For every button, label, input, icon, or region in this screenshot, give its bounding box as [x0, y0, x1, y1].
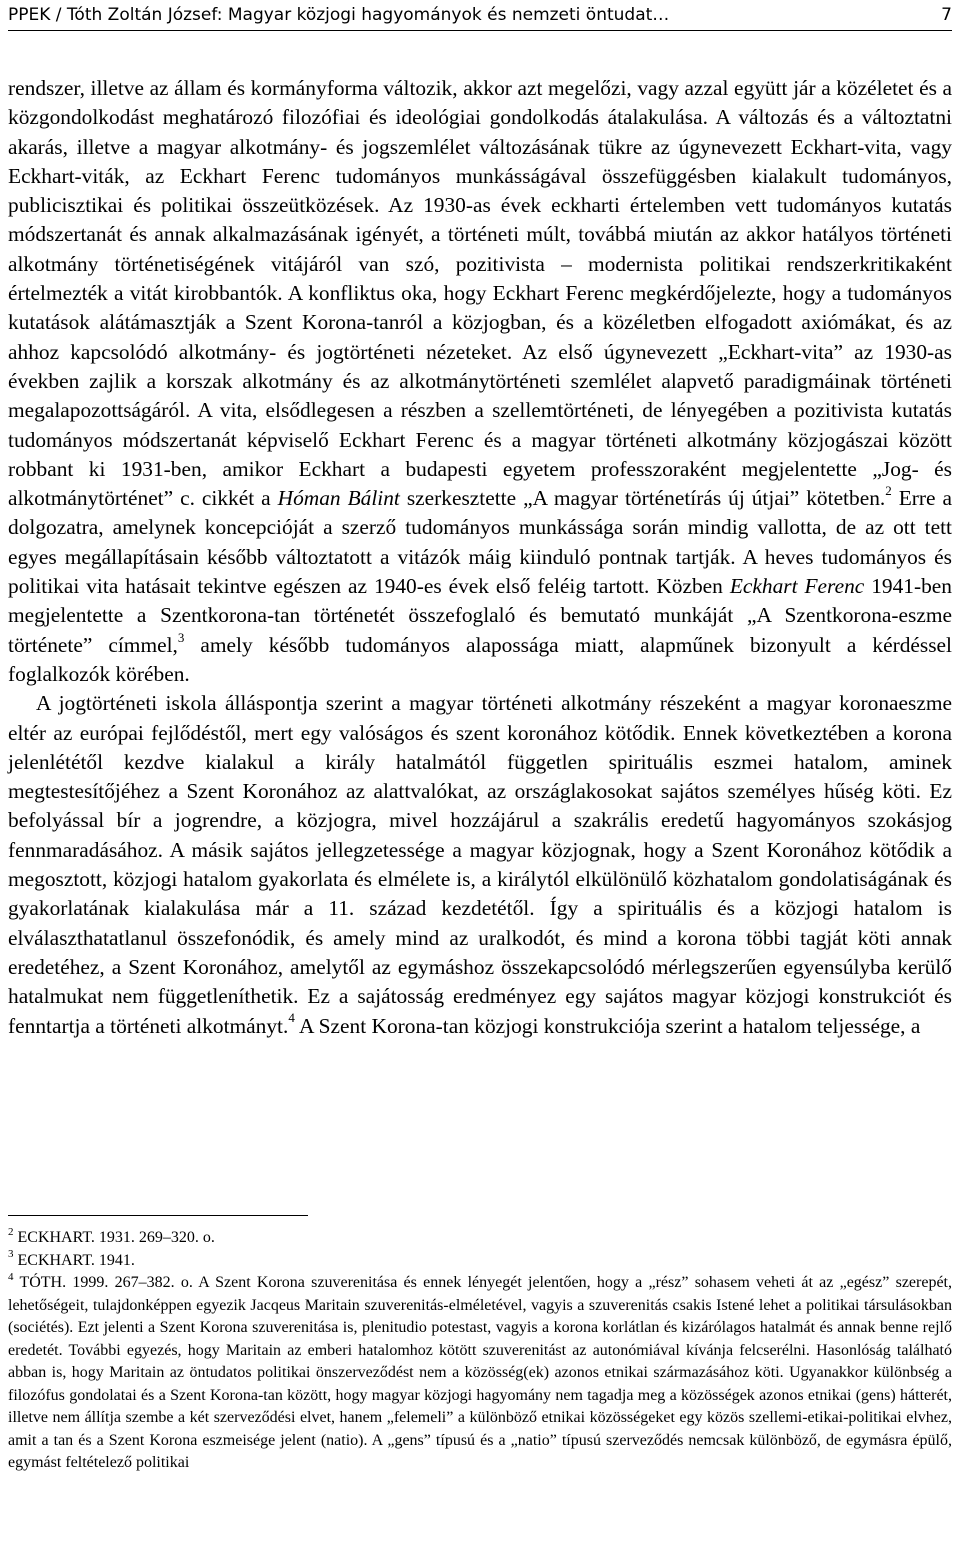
- footnote-number: 3: [8, 1248, 14, 1261]
- footnote-ref-3[interactable]: 3: [177, 629, 185, 645]
- footnote-2: [8, 1227, 952, 1250]
- paragraph-2-part-a: A jogtörténeti iskola álláspontja szerint a magyar történeti alkotmány részeként a magyar koronaeszme eltér az európai fejlődéstől, mert egy valóságos és szent koronához kötődik. Ennek következtében a korona jelenlététől kezdve kialakul a király hatalmától független spirituális eszmei hatalom, aminek megtestesítőjéhez a Szent Koronához az alattvalókat, az országlakosokat sajátos személyes hűség köti. Ez befolyással bír a jogrendre, a közjogra, mivel hozzájárul a szakrális eredetű hagyományos szokásjog fennmaradásához. A másik sajátos jellegzetessége a magyar közjognak, hogy a Szent Koronához kötődik a megosztott, közjogi hatalom gyakorlata és elmélete is, a királytól elkülönülő közhatalom gondolatiságának és gyakorlatának kialakulása már a 11. század kezdetétől. Így a spirituális és a közjogi hatalom is elválaszthatatlanul összefonódik, és amely mind az uralkodót, és mind a korona többi tagját köti annak eredetéhez, a Szent Koronához, amelytől az egymáshoz összekapcsolódó mérlegszerűen egyensúlyba kerülő hatalmukat nem függetleníthetik. Ez a sajátosság eredményez egy sajátos magyar közjogi konstrukciót és fenntartja a történeti alkotmányt.: [8, 691, 952, 1038]
- footnote-text: TÓTH. 1999. 267–382. o. A Szent Korona szuverenitása és ennek lényegét jelentően, hogy a „rész” sohasem veheti át az „egész” szerepét, lehetőségeit, tulajdonképpen egyezik Jacqeus Maritain szuverenitás-elméletével, vagyis a szuverenitás csakis Istené lehet a politikai társulásokban (sociétés). Ezt jelenti a Szent Korona szuverenitása is, plenitudio potestast, vagyis a korona korlátlan és kizárólagos hatalmát és annak benne rejlő eredetét. További egyezés, hogy Maritain az emberi hatalomhoz kötött szuverenitást az autonómiával kívánja felcserélni. Hasonlóság található abban is, hogy Maritain az öntudatos politikai önszerveződést nem a közösség(ek) azonos etnikai származásához köti. Ugyanakkor különbség a filozófus gondolatai és a Szent Korona-tan között, hogy magyar közjogi hagyomány nem tagadja meg a közösségek azonos etnikai (gens) hátterét, illetve nem állítja szembe a két szerveződési elvet, hanem „felemeli” a különböző etnikai közösségeket egy közös szellemi-etikai-politikai elvhez, amit a tan és a Szent Korona eszmeisége jelent (natio). A „gens” típusú és a „natio” típusú szerveződés nemcsak különböző, de egymásra épülő, egymást feltételező politikai: [8, 1274, 952, 1471]
- body-text: [8, 74, 952, 1041]
- footnote-3: [8, 1250, 952, 1273]
- paragraph-1: [8, 74, 952, 689]
- page-header: [8, 0, 952, 31]
- footnote-text: ECKHART. 1931. 269–320. o.: [13, 1229, 215, 1246]
- paragraph-2-part-b: A Szent Korona-tan közjogi konstrukciója szerint a hatalom teljessége, a: [294, 1013, 921, 1038]
- name-homan-balint: Hóman Bálint: [277, 486, 400, 511]
- footnote-number: 2: [8, 1225, 14, 1238]
- footnote-4: [8, 1272, 952, 1475]
- page-number: 7: [941, 5, 952, 25]
- footnote-text: ECKHART. 1941.: [13, 1251, 135, 1269]
- paragraph-1-part-b: szerkesztette „A magyar történetírás új útjai” kötetben.: [399, 486, 886, 511]
- paragraph-1-part-e: amely később tudományos alapossága miatt, alapműnek bizonyult a kérdéssel foglalkozók körében.: [8, 632, 952, 686]
- name-eckhart-ferenc: Eckhart Ferenc: [729, 574, 865, 599]
- paragraph-1-part-d: 1941-ben megjelentette a Szentkorona-tan történetét összefoglaló és bemutató munkáját „A Szentkorona-eszme története” címmel,: [8, 574, 952, 657]
- paragraph-1-part-a: rendszer, illetve az állam és kormányforma változik, akkor azt megelőzi, vagy azzal együtt jár a közéletet és a közgondolkodást meghatározó filozófiai és ideológiai gondolkodás átalakulása. A változás és a változtatni akarás, illetve a magyar alkotmány- és jogszemlélet változásának tükre az úgynevezett Eckhart-vita, vagy Eckhart-viták, az Eckhart Ferenc tudományos munkásságával összefüggésben kialakult tudományos, publicisztikai és politikai összeütközések. Az 1930-as évek eckharti értelemben vett tudományos kutatás módszertanát és annak alkalmazásának igényét, a történeti múlt, továbbá miután az akkor hatályos történeti alkotmány történetiségének vitájáról van szó, pozitivista – modernista politikai rendszerkritikaként értelmezték a vitát kirobbantók. A konfliktus oka, hogy Eckhart Ferenc megkérdőjelezte, hogy a tudományos kutatások alátámasztják a Szent Korona-tanról a közjogban, és a közéletben elfogadott axiómákat, és az ahhoz kapcsolódó alkotmány- és jogtörténeti nézeteket. Az első úgynevezett „Eckhart-vita” az 1930-as években zajlik a korszak alkotmány és az alkotmánytörténeti szemlélet alapvető paradigmáinak történeti megalapozottságáról. A vita, elsődlegesen a részben a szellemtörténeti, de lényegében a pozitivista kutatás tudományos módszertanát képviselő Eckhart Ferenc és a magyar történeti alkotmány közjogászai között robbant ki 1931-ben, amikor Eckhart a budapesti egyetem professzoraként megjelentette „Jog- és alkotmánytörténet” c. cikkét a: [8, 76, 952, 511]
- footnote-divider: [8, 1215, 308, 1216]
- footnotes: [8, 1227, 952, 1475]
- paragraph-2: [8, 689, 952, 1041]
- header-title: PPEK / Tóth Zoltán József: Magyar közjogi hagyományok és nemzeti öntudat…: [8, 5, 670, 25]
- footnote-ref-4[interactable]: 4: [288, 1010, 295, 1026]
- footnote-number: 4: [8, 1270, 14, 1283]
- paragraph-1-part-c: Erre a dolgozatra, amelynek koncepcióját a szerző tudományos munkássága során mindig vallotta, de az ott tett egyes megállapításain később változtatott a vitázók máig kiinduló pontnak tartják. A heves tudományos és politikai vita hatásait tekintve egészen az 1940-es évek első feléig tartott. Közben: [8, 486, 952, 599]
- footnote-ref-2[interactable]: 2: [885, 483, 892, 499]
